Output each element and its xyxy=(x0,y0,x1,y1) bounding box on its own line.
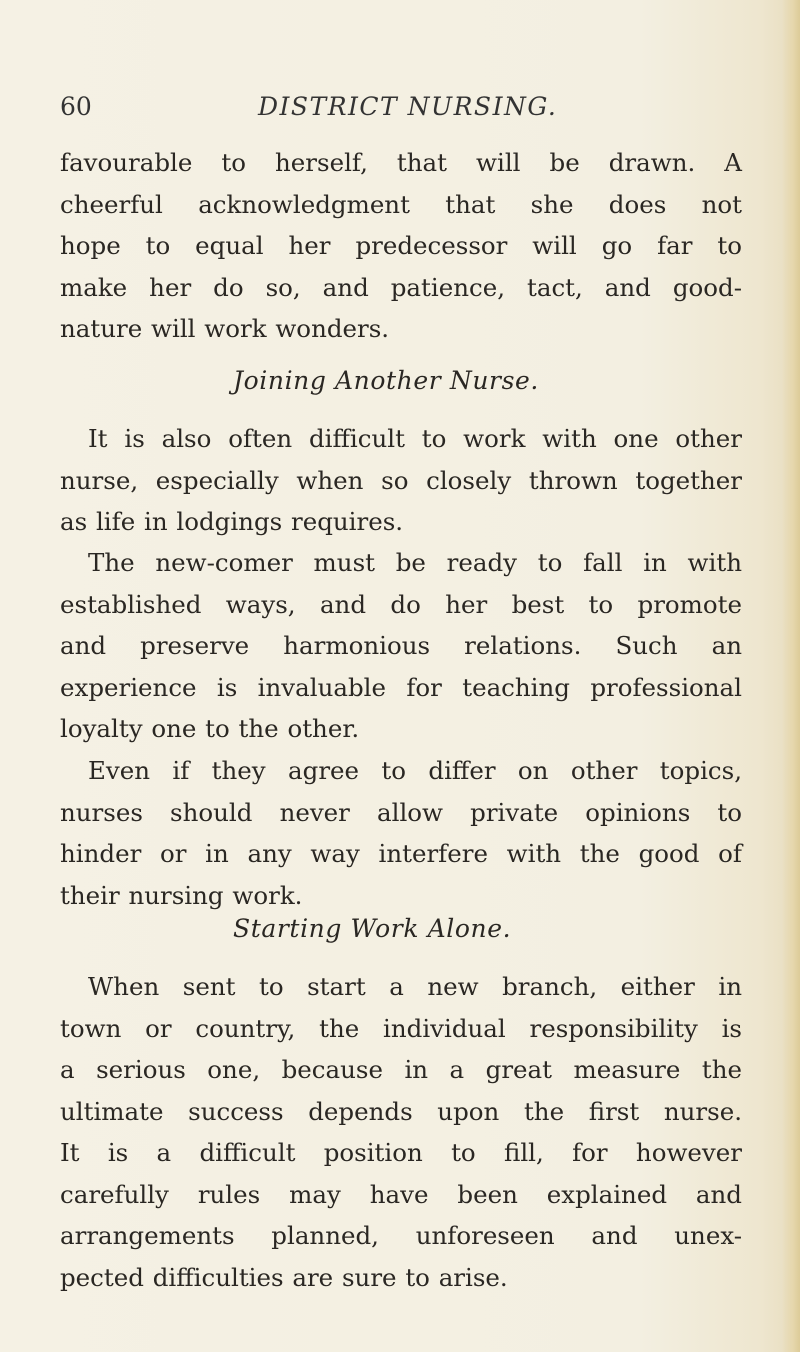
text-line: carefully rules may have been explained and xyxy=(60,1179,742,1209)
running-title: DISTRICT NURSING. xyxy=(258,92,558,121)
page-header xyxy=(60,92,720,128)
text-line: The new-comer must be ready to fall in with xyxy=(88,548,742,577)
text-line: cheerful acknowledgment that she does not xyxy=(60,189,742,219)
text-line: experience is invaluable for teaching professional xyxy=(60,672,742,702)
text-line: It is also often difficult to work with one other xyxy=(88,424,742,453)
text-line: pected difficulties are sure to arise. xyxy=(60,1262,508,1292)
text-line: established ways, and do her best to promote xyxy=(60,589,742,619)
paragraph xyxy=(60,542,742,750)
text-line: town or country, the individual responsibility is xyxy=(60,1013,742,1043)
section-heading-joining-another-nurse: Joining Another Nurse. xyxy=(233,366,539,395)
text-line: Even if they agree to differ on other topics, xyxy=(88,756,742,785)
text-line: make her do so, and patience, tact, and good- xyxy=(60,272,742,302)
text-line: ultimate success depends upon the first nurse. xyxy=(60,1096,742,1126)
text-line: nurse, especially when so closely thrown together xyxy=(60,465,742,495)
paragraph xyxy=(60,966,742,1298)
paragraph xyxy=(60,750,742,916)
paragraph-continuation xyxy=(60,142,742,350)
text-line: hinder or in any way interfere with the good of xyxy=(60,839,742,868)
text-line: arrangements planned, unforeseen and unex- xyxy=(60,1221,742,1250)
text-line: When sent to start a new branch, either in xyxy=(88,972,742,1001)
text-line: and preserve harmonious relations. Such an xyxy=(60,631,742,660)
text-line: as life in lodgings requires. xyxy=(60,507,404,536)
page-edge-shadow xyxy=(782,0,800,1352)
page-number: 60 xyxy=(60,92,92,121)
text-line: favourable to herself, that will be drawn. A xyxy=(60,148,742,177)
text-line: their nursing work. xyxy=(60,880,303,910)
text-line: nurses should never allow private opinions to xyxy=(60,797,742,827)
text-line: loyalty one to the other. xyxy=(60,714,360,743)
text-line: nature will work wonders. xyxy=(60,314,390,343)
text-line: hope to equal her predecessor will go far to xyxy=(60,231,742,260)
paragraph xyxy=(60,418,742,543)
section-heading-starting-work-alone: Starting Work Alone. xyxy=(233,914,512,943)
text-line: a serious one, because in a great measure the xyxy=(60,1055,742,1084)
text-line: It is a difficult position to fill, for however xyxy=(60,1138,742,1167)
